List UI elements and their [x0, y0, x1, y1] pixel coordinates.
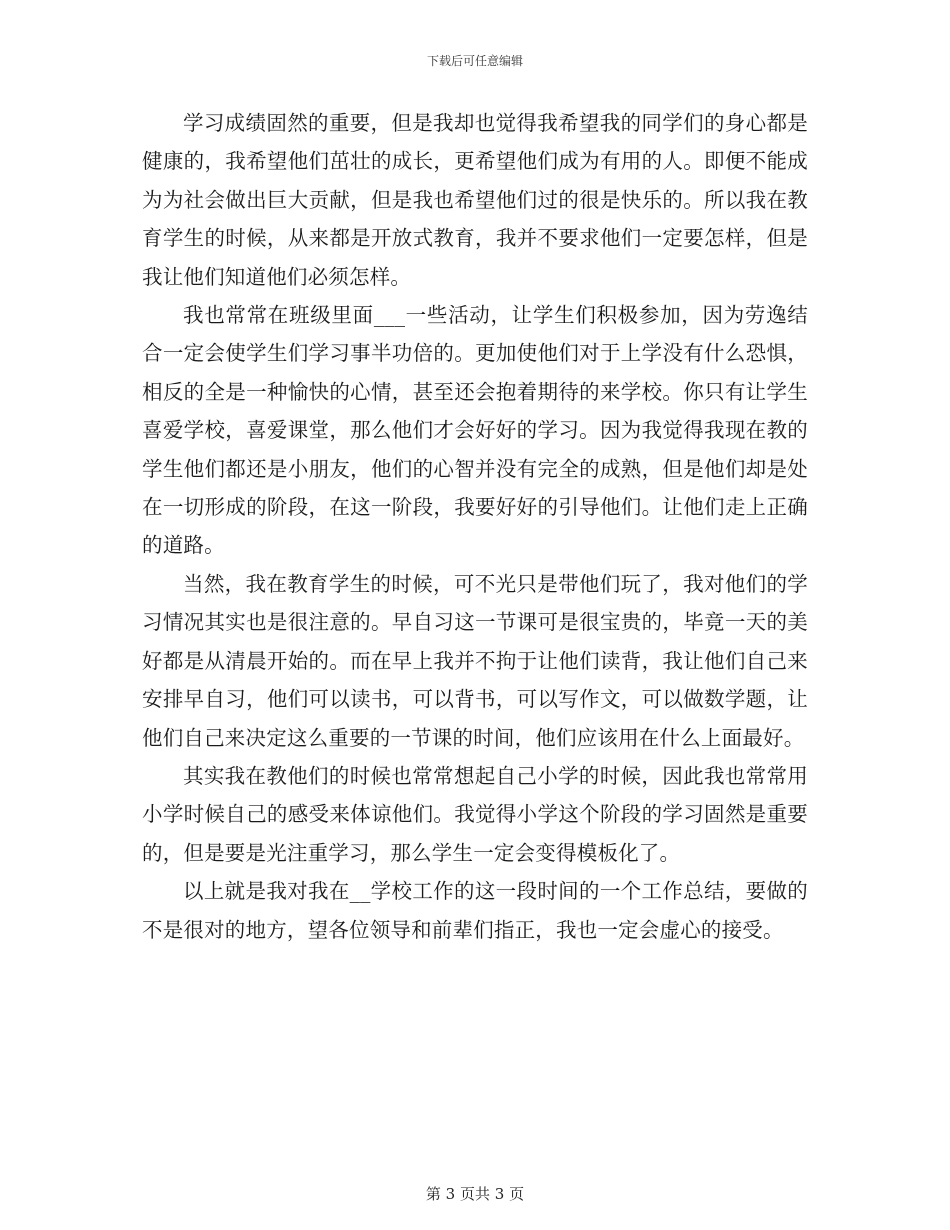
document-body	[142, 104, 808, 949]
paragraph-2: 我也常常在班级里面___一些活动，让学生们积极参加，因为劳逸结合一定会使学生们学习事半功倍的。更加使他们对于上学没有什么恐惧，相反的全是一种愉快的心情，甚至还会抱着期待的来学校。你只有让学生喜爱学校，喜爱课堂，那么他们才会好好的学习。因为我觉得我现在教的学生他们都还是小朋友，他们的心智并没有完全的成熟，但是他们却是处在一切形成的阶段，在这一阶段，我要好好的引导他们。让他们走上正确的道路。	[142, 303, 808, 558]
paragraph-4: 其实我在教他们的时候也常常想起自己小学的时候，因此我也常常用小学时候自己的感受来体谅他们。我觉得小学这个阶段的学习固然是重要的，但是要是光注重学习，那么学生一定会变得模板化了。	[142, 763, 808, 865]
paragraph-1: 学习成绩固然的重要，但是我却也觉得我希望我的同学们的身心都是健康的，我希望他们茁壮的成长，更希望他们成为有用的人。即便不能成为为社会做出巨大贡献，但是我也希望他们过的很是快乐的。所以我在教育学生的时候，从来都是开放式教育，我并不要求他们一定要怎样，但是我让他们知道他们必须怎样。	[142, 111, 808, 289]
page-number-footer: 第 3 页共 3 页	[425, 1185, 525, 1203]
paragraph-3: 当然，我在教育学生的时候，可不光只是带他们玩了，我对他们的学习情况其实也是很注意的。早自习这一节课可是很宝贵的，毕竟一天的美好都是从清晨开始的。而在早上我并不拘于让他们读背，我让他们自己来安排早自习，他们可以读书，可以背书，可以写作文，可以做数学题，让他们自己来决定这么重要的一节课的时间，他们应该用在什么上面最好。	[142, 571, 808, 750]
paragraph-5: 以上就是我对我在__学校工作的这一段时间的一个工作总结，要做的不是很对的地方，望各位领导和前辈们指正，我也一定会虚心的接受。	[142, 879, 808, 942]
page-header: 下载后可任意编辑	[426, 54, 523, 68]
